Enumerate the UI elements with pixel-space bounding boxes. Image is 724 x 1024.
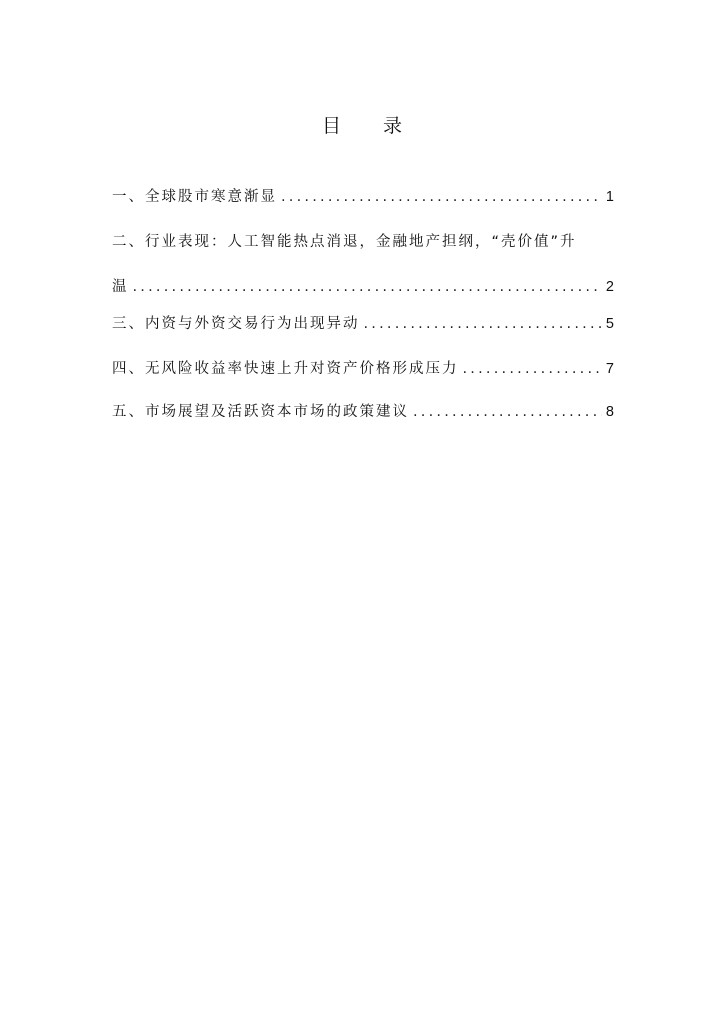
toc-entry-1[interactable] <box>112 186 614 208</box>
toc-entry-3[interactable] <box>112 313 614 335</box>
dot-leader <box>463 358 602 380</box>
dot-leader <box>281 186 602 208</box>
toc-page-number: 8 <box>605 404 614 420</box>
toc-page-number: 7 <box>605 361 614 377</box>
toc-page-number: 2 <box>605 279 614 295</box>
dot-leader <box>133 276 602 298</box>
toc-entry-text: 二、行业表现：人工智能热点消退，金融地产担纲，“壳价值”升 <box>112 234 577 250</box>
toc-title: 目 录 <box>321 115 421 137</box>
toc-page-number: 5 <box>605 316 614 332</box>
toc-entry-text: 三、内资与外资交易行为出现异动 <box>112 316 360 332</box>
toc-entry-5[interactable] <box>112 401 614 423</box>
toc-page-number: 1 <box>605 189 614 205</box>
dot-leader <box>413 401 602 423</box>
toc-entry-4[interactable] <box>112 358 614 380</box>
toc-entry-text: 五、市场展望及活跃资本市场的政策建议 <box>112 404 409 420</box>
dot-leader <box>364 313 602 335</box>
toc-entry-text: 一、全球股市寒意渐显 <box>112 189 277 205</box>
toc-entry-text-continued: 温 <box>112 279 129 295</box>
toc-entry-text: 四、无风险收益率快速上升对资产价格形成压力 <box>112 361 459 377</box>
toc-entry-2[interactable] <box>112 231 614 298</box>
